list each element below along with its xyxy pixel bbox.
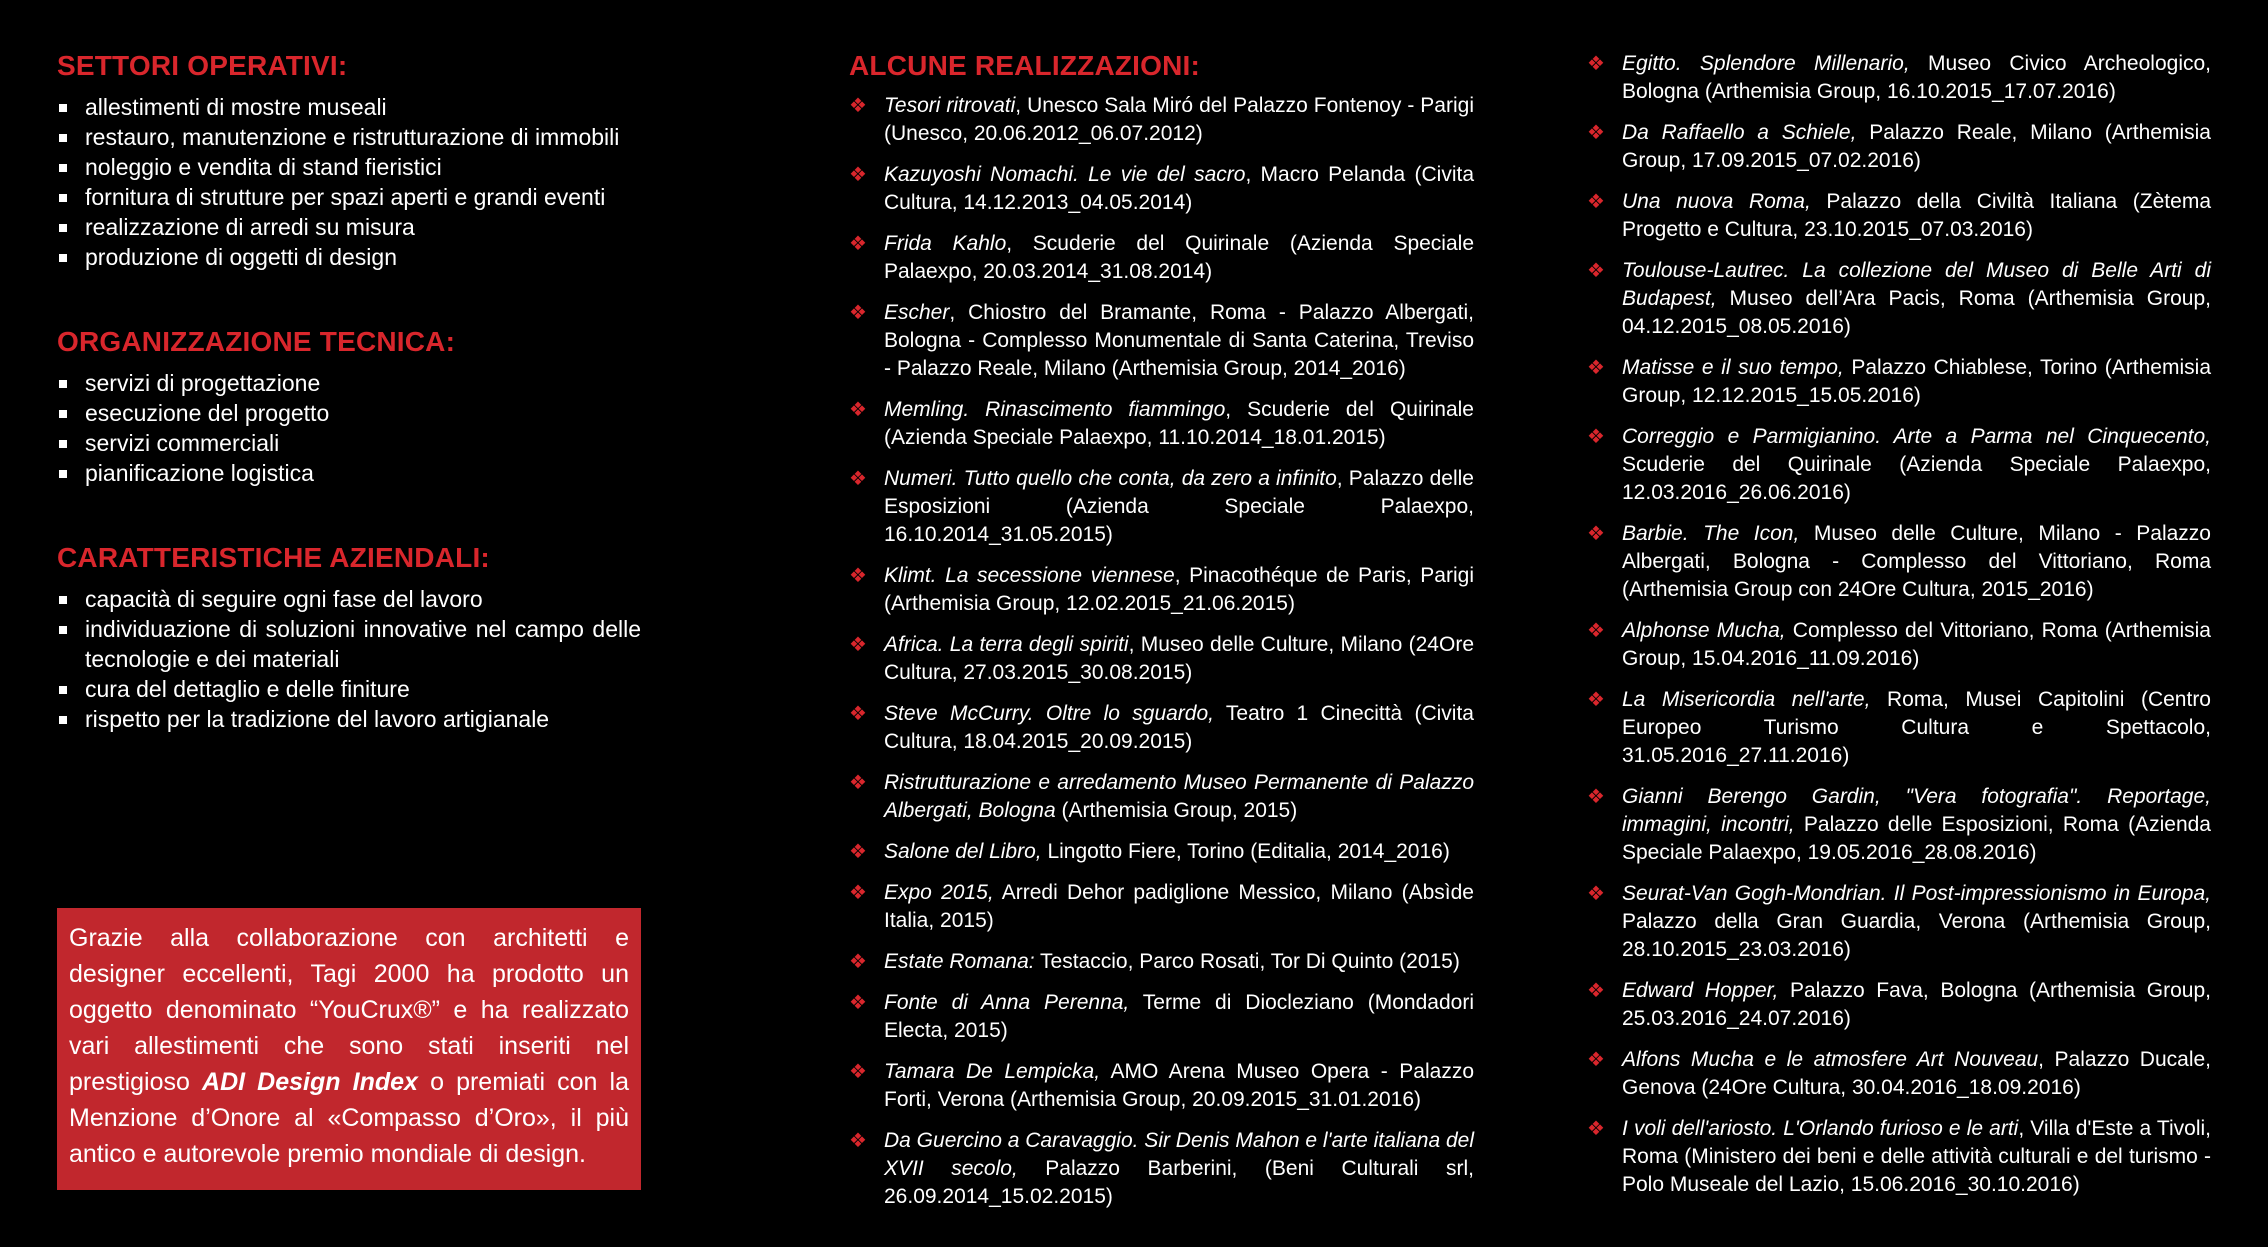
realizzazione-item <box>849 161 1474 217</box>
exhibition-details: Complesso del Vittoriano, Roma (Arthemisia Group, 15.04.2016_11.09.2016) <box>1622 619 2211 670</box>
diamond-bullet-icon: ❖ <box>849 95 867 117</box>
realizzazioni-list-2 <box>1587 50 2211 1199</box>
list-item: restauro, manutenzione e ristrutturazione di immobili <box>57 122 641 152</box>
exhibition-details: Museo Civico Archeologico, Bologna (Arthemisia Group, 16.10.2015_17.07.2016) <box>1622 52 2211 103</box>
realizzazione-item <box>849 948 1474 976</box>
exhibition-details: , Pinacothéque de Paris, Parigi (Arthemisia Group, 12.02.2015_21.06.2015) <box>884 564 1474 615</box>
diamond-bullet-icon: ❖ <box>1587 786 1605 808</box>
exhibition-title: Ristrutturazione e arredamento Museo Permanente di Palazzo Albergati, Bologna <box>884 771 1474 822</box>
list-item: esecuzione del progetto <box>57 398 641 428</box>
caratteristiche-section <box>57 542 641 734</box>
design-award-box <box>57 908 641 1190</box>
exhibition-title: Frida Kahlo <box>884 232 1007 255</box>
exhibition-details: Palazzo Fava, Bologna (Arthemisia Group, 25.03.2016_24.07.2016) <box>1622 979 2211 1030</box>
exhibition-title: Kazuyoshi Nomachi. Le vie del sacro <box>884 163 1246 186</box>
diamond-bullet-icon: ❖ <box>1587 53 1605 75</box>
list-item: rispetto per la tradizione del lavoro artigianale <box>57 704 641 734</box>
exhibition-details: Roma, Musei Capitolini (Centro Europeo Turismo Cultura e Spettacolo, 31.05.2016_27.11.2016) <box>1622 688 2211 767</box>
list-item: capacità di seguire ogni fase del lavoro <box>57 584 641 614</box>
diamond-bullet-icon: ❖ <box>849 468 867 490</box>
exhibition-title: Expo 2015, <box>884 881 994 904</box>
diamond-bullet-icon: ❖ <box>849 565 867 587</box>
exhibition-title: Escher <box>884 301 950 324</box>
realizzazioni-column-1 <box>849 50 1474 1224</box>
exhibition-title: Africa. La terra degli spiriti <box>884 633 1129 656</box>
realizzazione-item <box>849 465 1474 549</box>
diamond-bullet-icon: ❖ <box>849 841 867 863</box>
list-item: servizi di progettazione <box>57 368 641 398</box>
realizzazione-item <box>1587 423 2211 507</box>
list-item: produzione di oggetti di design <box>57 242 641 272</box>
exhibition-title: Barbie. The Icon, <box>1622 522 1800 545</box>
realizzazione-item <box>1587 617 2211 673</box>
realizzazione-item <box>849 562 1474 618</box>
settori-list <box>57 92 641 272</box>
adi-design-index: ADI Design Index <box>202 1068 418 1096</box>
exhibition-details: Palazzo della Gran Guardia, Verona (Arthemisia Group, 28.10.2015_23.03.2016) <box>1622 910 2211 961</box>
realizzazione-item <box>1587 520 2211 604</box>
realizzazione-item <box>1587 257 2211 341</box>
realizzazione-item <box>849 396 1474 452</box>
realizzazione-item <box>1587 686 2211 770</box>
exhibition-details: , Scuderie del Quirinale (Azienda Speciale Palaexpo, 11.10.2014_18.01.2015) <box>884 398 1474 449</box>
exhibition-title: Correggio e Parmigianino. Arte a Parma nel Cinquecento, <box>1622 425 2211 448</box>
realizzazione-item <box>849 1127 1474 1211</box>
diamond-bullet-icon: ❖ <box>849 992 867 1014</box>
exhibition-details: AMO Arena Museo Opera - Palazzo Forti, Verona (Arthemisia Group, 20.09.2015_31.01.2016) <box>884 1060 1474 1111</box>
exhibition-details: Terme di Diocleziano (Mondadori Electa, 2015) <box>884 991 1474 1042</box>
list-item: pianificazione logistica <box>57 458 641 488</box>
exhibition-title: Estate Romana: <box>884 950 1035 973</box>
realizzazione-item <box>1587 1115 2211 1199</box>
diamond-bullet-icon: ❖ <box>849 703 867 725</box>
exhibition-title: Alphonse Mucha, <box>1622 619 1786 642</box>
diamond-bullet-icon: ❖ <box>849 882 867 904</box>
exhibition-details: Palazzo Barberini, (Beni Culturali srl, 26.09.2014_15.02.2015) <box>884 1157 1474 1208</box>
diamond-bullet-icon: ❖ <box>1587 357 1605 379</box>
exhibition-details: , Scuderie del Quirinale (Azienda Speciale Palaexpo, 20.03.2014_31.08.2014) <box>884 232 1474 283</box>
organizzazione-list <box>57 368 641 488</box>
exhibition-details: Palazzo delle Esposizioni, Roma (Azienda Speciale Palaexpo, 19.05.2016_28.08.2016) <box>1622 813 2211 864</box>
realizzazione-item <box>1587 783 2211 867</box>
exhibition-title: Tesori ritrovati <box>884 94 1016 117</box>
exhibition-details: Palazzo Chiablese, Torino (Arthemisia Group, 12.12.2015_15.05.2016) <box>1622 356 2211 407</box>
exhibition-details: Teatro 1 Cinecittà (Civita Cultura, 18.04.2015_20.09.2015) <box>884 702 1474 753</box>
exhibition-title: Alfons Mucha e le atmosfere Art Nouveau <box>1622 1048 2039 1071</box>
caratteristiche-list <box>57 584 641 734</box>
exhibition-title: Edward Hopper, <box>1622 979 1779 1002</box>
diamond-bullet-icon: ❖ <box>849 951 867 973</box>
realizzazione-item <box>849 879 1474 935</box>
exhibition-details: Museo dell’Ara Pacis, Roma (Arthemisia Group, 04.12.2015_08.05.2016) <box>1622 287 2211 338</box>
exhibition-title: Da Guercino a Caravaggio. Sir Denis Mahon e l'arte italiana del XVII secolo, <box>884 1129 1474 1180</box>
realizzazione-item <box>849 838 1474 866</box>
diamond-bullet-icon: ❖ <box>849 233 867 255</box>
exhibition-title: Seurat-Van Gogh-Mondrian. Il Post-impressionismo in Europa, <box>1622 882 2211 905</box>
diamond-bullet-icon: ❖ <box>1587 620 1605 642</box>
list-item: servizi commerciali <box>57 428 641 458</box>
list-item: individuazione di soluzioni innovative nel campo delle tecnologie e dei materiali <box>57 614 641 674</box>
realizzazioni-column-2 <box>1587 50 2211 1212</box>
diamond-bullet-icon: ❖ <box>1587 1118 1605 1140</box>
diamond-bullet-icon: ❖ <box>1587 1049 1605 1071</box>
exhibition-title: Memling. Rinascimento fiammingo <box>884 398 1226 421</box>
diamond-bullet-icon: ❖ <box>1587 980 1605 1002</box>
exhibition-title: Tamara De Lempicka, <box>884 1060 1101 1083</box>
exhibition-title: Toulouse-Lautrec. La collezione del Museo di Belle Arti di Budapest, <box>1622 259 2211 310</box>
exhibition-title: Klimt. La secessione viennese <box>884 564 1175 587</box>
exhibition-details: , Chiostro del Bramante, Roma - Palazzo Albergati, Bologna - Complesso Monumentale di Santa Caterina, Treviso - Palazzo Reale, Milano (Arthemisia Group, 2014_2016) <box>884 301 1474 380</box>
list-item: cura del dettaglio e delle finiture <box>57 674 641 704</box>
exhibition-title: Numeri. Tutto quello che conta, da zero a infinito <box>884 467 1337 490</box>
caratteristiche-heading: CARATTERISTICHE AZIENDALI: <box>57 542 490 573</box>
realizzazione-item <box>1587 1046 2211 1102</box>
diamond-bullet-icon: ❖ <box>1587 426 1605 448</box>
realizzazione-item <box>849 230 1474 286</box>
exhibition-title: Matisse e il suo tempo, <box>1622 356 1844 379</box>
realizzazione-item <box>849 989 1474 1045</box>
diamond-bullet-icon: ❖ <box>1587 523 1605 545</box>
box-text-before: Grazie alla collaborazione con architetti e designer eccellenti, Tagi 2000 ha prodotto un oggetto denominato “YouCrux®” e ha realizzato vari allestimenti che sono stati inseriti nel prestigioso <box>69 924 629 1096</box>
exhibition-details: Museo delle Culture, Milano - Palazzo Albergati, Bologna - Complesso del Vittoriano, Roma (Arthemisia Group con 24Ore Cultura, 2015_2016) <box>1622 522 2211 601</box>
exhibition-title: Una nuova Roma, <box>1622 190 1811 213</box>
diamond-bullet-icon: ❖ <box>849 302 867 324</box>
realizzazioni-list-1 <box>849 92 1474 1211</box>
diamond-bullet-icon: ❖ <box>849 1130 867 1152</box>
exhibition-title: Egitto. Splendore Millenario, <box>1622 52 1910 75</box>
diamond-bullet-icon: ❖ <box>1587 122 1605 144</box>
organizzazione-heading: ORGANIZZAZIONE TECNICA: <box>57 326 456 357</box>
exhibition-title: Da Raffaello a Schiele, <box>1622 121 1857 144</box>
diamond-bullet-icon: ❖ <box>849 399 867 421</box>
exhibition-title: La Misericordia nell'arte, <box>1622 688 1871 711</box>
diamond-bullet-icon: ❖ <box>1587 689 1605 711</box>
exhibition-details: Palazzo della Civiltà Italiana (Zètema Progetto e Cultura, 23.10.2015_07.03.2016) <box>1622 190 2211 241</box>
list-item: allestimenti di mostre museali <box>57 92 641 122</box>
realizzazione-item <box>849 700 1474 756</box>
realizzazione-item <box>1587 354 2211 410</box>
exhibition-details: , Palazzo Ducale, Genova (24Ore Cultura, 30.04.2016_18.09.2016) <box>1622 1048 2212 1099</box>
realizzazione-item <box>849 92 1474 148</box>
realizzazione-item <box>1587 188 2211 244</box>
realizzazione-item <box>1587 977 2211 1033</box>
realizzazioni-heading: ALCUNE REALIZZAZIONI: <box>849 50 1201 81</box>
exhibition-title: Gianni Berengo Gardin, "Vera fotografia". Reportage, immagini, incontri, <box>1622 785 2211 836</box>
realizzazione-item <box>1587 880 2211 964</box>
exhibition-details: Scuderie del Quirinale (Azienda Speciale Palaexpo, 12.03.2016_26.06.2016) <box>1622 453 2211 504</box>
exhibition-details: Arredi Dehor padiglione Messico, Milano (Absìde Italia, 2015) <box>884 881 1474 932</box>
organizzazione-section <box>57 326 641 488</box>
exhibition-title: I voli dell'ariosto. L'Orlando furioso e le arti <box>1622 1117 2019 1140</box>
list-item: realizzazione di arredi su misura <box>57 212 641 242</box>
left-column <box>57 50 641 788</box>
exhibition-details: , Villa d'Este a Tivoli, Roma (Ministero dei beni e delle attività culturali e del turismo - Polo Museale del Lazio, 15.06.2016_30.10.2016) <box>1622 1117 2211 1196</box>
settori-section <box>57 50 641 272</box>
diamond-bullet-icon: ❖ <box>1587 883 1605 905</box>
exhibition-details: Testaccio, Parco Rosati, Tor Di Quinto (2015) <box>1034 950 1460 973</box>
diamond-bullet-icon: ❖ <box>849 1061 867 1083</box>
exhibition-details: , Palazzo delle Esposizioni (Azienda Speciale Palaexpo, 16.10.2014_31.05.2015) <box>884 467 1474 546</box>
exhibition-details: , Museo delle Culture, Milano (24Ore Cultura, 27.03.2015_30.08.2015) <box>884 633 1474 684</box>
exhibition-details: (Arthemisia Group, 2015) <box>1055 799 1298 822</box>
list-item: noleggio e vendita di stand fieristici <box>57 152 641 182</box>
settori-heading: SETTORI OPERATIVI: <box>57 50 348 81</box>
exhibition-details: Lingotto Fiere, Torino (Editalia, 2014_2016) <box>1041 840 1450 863</box>
exhibition-details: , Unesco Sala Miró del Palazzo Fontenoy - Parigi (Unesco, 20.06.2012_06.07.2012) <box>884 94 1474 145</box>
realizzazione-item <box>849 631 1474 687</box>
list-item: fornitura di strutture per spazi aperti e grandi eventi <box>57 182 641 212</box>
diamond-bullet-icon: ❖ <box>1587 260 1605 282</box>
realizzazione-item <box>849 299 1474 383</box>
realizzazione-item <box>1587 119 2211 175</box>
box-text-after: o premiati con la Menzione d’Onore al «Compasso d’Oro», il più antico e autorevole premio mondiale di design. <box>69 1068 629 1168</box>
realizzazione-item <box>849 769 1474 825</box>
diamond-bullet-icon: ❖ <box>849 772 867 794</box>
exhibition-title: Fonte di Anna Perenna, <box>884 991 1130 1014</box>
diamond-bullet-icon: ❖ <box>849 634 867 656</box>
exhibition-title: Salone del Libro, <box>884 840 1042 863</box>
realizzazione-item <box>849 1058 1474 1114</box>
diamond-bullet-icon: ❖ <box>849 164 867 186</box>
exhibition-title: Steve McCurry. Oltre lo sguardo, <box>884 702 1214 725</box>
diamond-bullet-icon: ❖ <box>1587 191 1605 213</box>
exhibition-details: Palazzo Reale, Milano (Arthemisia Group, 17.09.2015_07.02.2016) <box>1622 121 2211 172</box>
realizzazione-item <box>1587 50 2211 106</box>
exhibition-details: , Macro Pelanda (Civita Cultura, 14.12.2013_04.05.2014) <box>884 163 1474 214</box>
